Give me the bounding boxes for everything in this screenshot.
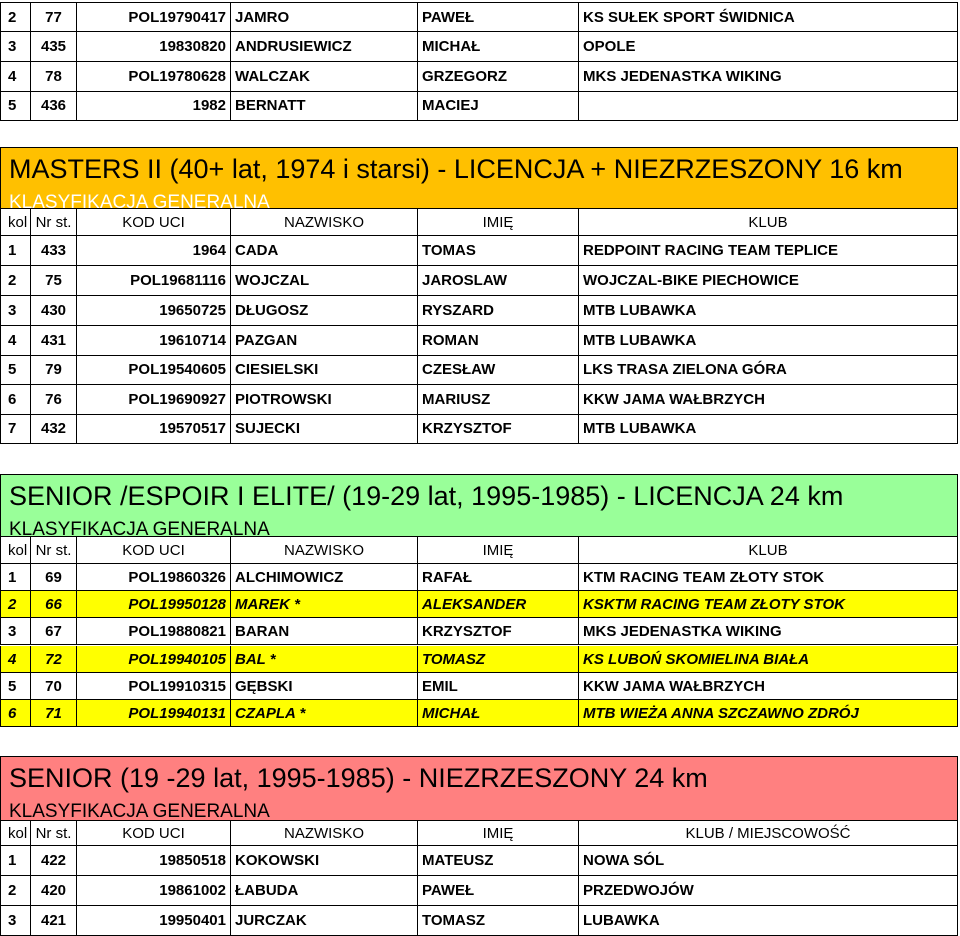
cell-firstname: JAROSLAW bbox=[418, 266, 579, 295]
cell-uci: 19850518 bbox=[77, 846, 231, 875]
cell-uci: 19610714 bbox=[77, 326, 231, 355]
cell-uci: POL19540605 bbox=[77, 355, 231, 384]
cell-uci: POL19681116 bbox=[77, 266, 231, 295]
cell-surname: ŁABUDA bbox=[231, 876, 418, 905]
cell-place: 3 bbox=[1, 296, 31, 325]
header-uci: KOD UCI bbox=[77, 537, 231, 563]
table-header-row bbox=[0, 820, 958, 846]
cell-place: 4 bbox=[1, 646, 31, 672]
cell-firstname: KRZYSZTOF bbox=[418, 618, 579, 644]
cell-club: KSKTM RACING TEAM ZŁOTY STOK bbox=[583, 595, 845, 613]
cell-bib: 72 bbox=[31, 646, 77, 672]
cell-firstname: KRZYSZTOF bbox=[418, 414, 579, 443]
cell-bib: 66 bbox=[31, 591, 77, 617]
table-row bbox=[0, 91, 958, 121]
cell-surname: JURCZAK bbox=[231, 906, 418, 935]
cell-uci: 19650725 bbox=[77, 296, 231, 325]
table-row-highlighted bbox=[0, 591, 958, 618]
cell-bib: 420 bbox=[31, 876, 77, 905]
cell-club: MTB LUBAWKA bbox=[583, 332, 697, 349]
cell-uci: POL19910315 bbox=[77, 673, 231, 699]
cell-club: KTM RACING TEAM ZŁOTY STOK bbox=[583, 568, 825, 586]
table-row bbox=[0, 673, 958, 700]
cell-uci: 19861002 bbox=[77, 876, 231, 905]
cell-firstname: CZESŁAW bbox=[418, 355, 579, 384]
cell-firstname: MACIEJ bbox=[418, 91, 579, 120]
cell-place: 6 bbox=[1, 385, 31, 414]
table-row bbox=[0, 564, 958, 591]
cell-firstname: PAWEŁ bbox=[418, 876, 579, 905]
cell-bib: 71 bbox=[31, 700, 77, 726]
cell-place: 1 bbox=[1, 846, 31, 875]
cell-place: 2 bbox=[1, 591, 31, 617]
cell-surname: GĘBSKI bbox=[231, 673, 418, 699]
cell-firstname: MARIUSZ bbox=[418, 385, 579, 414]
cell-bib: 435 bbox=[31, 32, 77, 61]
table-row bbox=[0, 326, 958, 356]
table-row bbox=[0, 236, 958, 266]
cell-place: 5 bbox=[1, 673, 31, 699]
header-surname: NAZWISKO bbox=[231, 209, 418, 235]
cell-uci: POL19940131 bbox=[77, 700, 231, 726]
cell-bib: 77 bbox=[31, 3, 77, 31]
cell-firstname: MATEUSZ bbox=[418, 846, 579, 875]
cell-surname: PIOTROWSKI bbox=[231, 385, 418, 414]
cell-place: 5 bbox=[1, 355, 31, 384]
cell-bib: 433 bbox=[31, 236, 77, 265]
table-row-highlighted bbox=[0, 646, 958, 673]
cell-place: 2 bbox=[1, 266, 31, 295]
cell-surname: WOJCZAL bbox=[231, 266, 418, 295]
cell-club: MKS JEDENASTKA WIKING bbox=[583, 622, 782, 640]
header-club: KLUB bbox=[748, 541, 788, 559]
table-row bbox=[0, 618, 958, 645]
header-place: kol bbox=[1, 209, 31, 235]
table-row bbox=[0, 266, 958, 296]
cell-place: 4 bbox=[1, 326, 31, 355]
cell-club: MTB LUBAWKA bbox=[583, 302, 697, 319]
cell-firstname: PAWEŁ bbox=[418, 3, 579, 31]
cell-club: KS LUBOŃ SKOMIELINA BIAŁA bbox=[583, 650, 810, 668]
cell-firstname: GRZEGORZ bbox=[418, 62, 579, 91]
cell-bib: 432 bbox=[31, 414, 77, 443]
cell-firstname: MICHAŁ bbox=[418, 700, 579, 726]
cell-club: PRZEDWOJÓW bbox=[583, 882, 694, 899]
header-firstname: IMIĘ bbox=[418, 537, 579, 563]
table-row bbox=[0, 2, 958, 32]
header-bib: Nr st. bbox=[31, 821, 77, 845]
cell-club: MKS JEDENASTKA WIKING bbox=[583, 68, 782, 85]
cell-bib: 78 bbox=[31, 62, 77, 91]
cell-surname: ANDRUSIEWICZ bbox=[231, 32, 418, 61]
cell-bib: 422 bbox=[31, 846, 77, 875]
cell-place: 2 bbox=[1, 3, 31, 31]
cell-club: LUBAWKA bbox=[583, 912, 660, 929]
section-title: MASTERS II (40+ lat, 1974 i starsi) - LICENCJA + NIEZRZESZONY 16 km bbox=[9, 154, 903, 184]
cell-bib: 436 bbox=[31, 91, 77, 120]
cell-firstname: ALEKSANDER bbox=[418, 591, 579, 617]
cell-club: LKS TRASA ZIELONA GÓRA bbox=[583, 361, 787, 378]
cell-surname: BARAN bbox=[231, 618, 418, 644]
cell-firstname: MICHAŁ bbox=[418, 32, 579, 61]
cell-club: KKW JAMA WAŁBRZYCH bbox=[583, 391, 765, 408]
cell-uci: POL19880821 bbox=[77, 618, 231, 644]
cell-uci: 19950401 bbox=[77, 906, 231, 935]
cell-uci: POL19690927 bbox=[77, 385, 231, 414]
cell-place: 5 bbox=[1, 91, 31, 120]
cell-uci: POL19940105 bbox=[77, 646, 231, 672]
header-firstname: IMIĘ bbox=[418, 209, 579, 235]
cell-surname: WALCZAK bbox=[231, 62, 418, 91]
cell-bib: 79 bbox=[31, 355, 77, 384]
section-title: SENIOR (19 -29 lat, 1995-1985) - NIEZRZESZONY 24 km bbox=[9, 763, 708, 793]
cell-place: 3 bbox=[1, 32, 31, 61]
cell-uci: POL19790417 bbox=[77, 3, 231, 31]
section-banner bbox=[0, 474, 958, 536]
cell-bib: 431 bbox=[31, 326, 77, 355]
cell-firstname: EMIL bbox=[418, 673, 579, 699]
table-row bbox=[0, 846, 958, 876]
cell-firstname: RAFAŁ bbox=[418, 564, 579, 590]
cell-uci: POL19860326 bbox=[77, 564, 231, 590]
cell-club: WOJCZAL-BIKE PIECHOWICE bbox=[583, 272, 799, 289]
cell-bib: 69 bbox=[31, 564, 77, 590]
cell-club: NOWA SÓL bbox=[583, 852, 665, 869]
cell-uci: POL19950128 bbox=[77, 591, 231, 617]
cell-bib: 421 bbox=[31, 906, 77, 935]
cell-surname: KOKOWSKI bbox=[231, 846, 418, 875]
cell-club: MTB LUBAWKA bbox=[583, 420, 697, 437]
table-row bbox=[0, 296, 958, 326]
cell-club: REDPOINT RACING TEAM TEPLICE bbox=[583, 242, 839, 259]
cell-club: OPOLE bbox=[583, 38, 636, 55]
table-header-row bbox=[0, 536, 958, 564]
section-banner bbox=[0, 756, 958, 820]
header-club: KLUB bbox=[748, 213, 788, 231]
cell-bib: 67 bbox=[31, 618, 77, 644]
cell-firstname: TOMASZ bbox=[418, 906, 579, 935]
header-surname: NAZWISKO bbox=[231, 537, 418, 563]
table-row bbox=[0, 355, 958, 385]
cell-bib: 76 bbox=[31, 385, 77, 414]
cell-place: 4 bbox=[1, 62, 31, 91]
cell-club bbox=[579, 91, 957, 120]
cell-surname: CADA bbox=[231, 236, 418, 265]
section-subtitle: KLASYFIKACJA GENERALNA bbox=[9, 519, 270, 536]
header-place: kol bbox=[1, 537, 31, 563]
cell-place: 3 bbox=[1, 618, 31, 644]
cell-club: KS SUŁEK SPORT ŚWIDNICA bbox=[583, 8, 795, 26]
cell-place: 1 bbox=[1, 564, 31, 590]
table-row bbox=[0, 906, 958, 936]
table-row bbox=[0, 32, 958, 62]
header-uci: KOD UCI bbox=[77, 209, 231, 235]
cell-surname: BERNATT bbox=[231, 91, 418, 120]
cell-firstname: TOMASZ bbox=[418, 646, 579, 672]
header-firstname: IMIĘ bbox=[418, 821, 579, 845]
cell-uci: 19570517 bbox=[77, 414, 231, 443]
header-bib: Nr st. bbox=[31, 537, 77, 563]
cell-place: 2 bbox=[1, 876, 31, 905]
header-place: kol bbox=[1, 821, 31, 845]
cell-bib: 70 bbox=[31, 673, 77, 699]
section-title: SENIOR /ESPOIR I ELITE/ (19-29 lat, 1995-1985) - LICENCJA 24 km bbox=[9, 481, 844, 511]
header-bib: Nr st. bbox=[31, 209, 77, 235]
cell-firstname: TOMAS bbox=[418, 236, 579, 265]
header-surname: NAZWISKO bbox=[231, 821, 418, 845]
cell-surname: DŁUGOSZ bbox=[231, 296, 418, 325]
cell-firstname: ROMAN bbox=[418, 326, 579, 355]
cell-club: MTB WIEŻA ANNA SZCZAWNO ZDRÓJ bbox=[583, 704, 859, 722]
cell-surname: PAZGAN bbox=[231, 326, 418, 355]
cell-place: 1 bbox=[1, 236, 31, 265]
cell-surname: CIESIELSKI bbox=[231, 355, 418, 384]
cell-uci: 19830820 bbox=[77, 32, 231, 61]
section-banner bbox=[0, 147, 958, 208]
cell-place: 6 bbox=[1, 700, 31, 726]
cell-surname: ALCHIMOWICZ bbox=[231, 564, 418, 590]
cell-place: 7 bbox=[1, 414, 31, 443]
cell-surname: MAREK * bbox=[231, 591, 418, 617]
table-header-row bbox=[0, 208, 958, 236]
cell-surname: JAMRO bbox=[231, 3, 418, 31]
table-row bbox=[0, 62, 958, 92]
cell-club: KKW JAMA WAŁBRZYCH bbox=[583, 677, 765, 695]
cell-firstname: RYSZARD bbox=[418, 296, 579, 325]
section-subtitle: KLASYFIKACJA GENERALNA bbox=[9, 192, 270, 208]
cell-bib: 430 bbox=[31, 296, 77, 325]
cell-surname: SUJECKI bbox=[231, 414, 418, 443]
cell-bib: 75 bbox=[31, 266, 77, 295]
cell-uci: 1982 bbox=[77, 91, 231, 120]
cell-surname: CZAPLA * bbox=[231, 700, 418, 726]
cell-uci: POL19780628 bbox=[77, 62, 231, 91]
table-row bbox=[0, 385, 958, 415]
cell-surname: BAL * bbox=[231, 646, 418, 672]
header-club: KLUB / MIEJSCOWOŚĆ bbox=[685, 824, 851, 842]
cell-place: 3 bbox=[1, 906, 31, 935]
section-subtitle: KLASYFIKACJA GENERALNA bbox=[9, 801, 270, 820]
table-row bbox=[0, 414, 958, 444]
table-row bbox=[0, 876, 958, 906]
header-uci: KOD UCI bbox=[77, 821, 231, 845]
table-row-highlighted bbox=[0, 700, 958, 727]
cell-uci: 1964 bbox=[77, 236, 231, 265]
